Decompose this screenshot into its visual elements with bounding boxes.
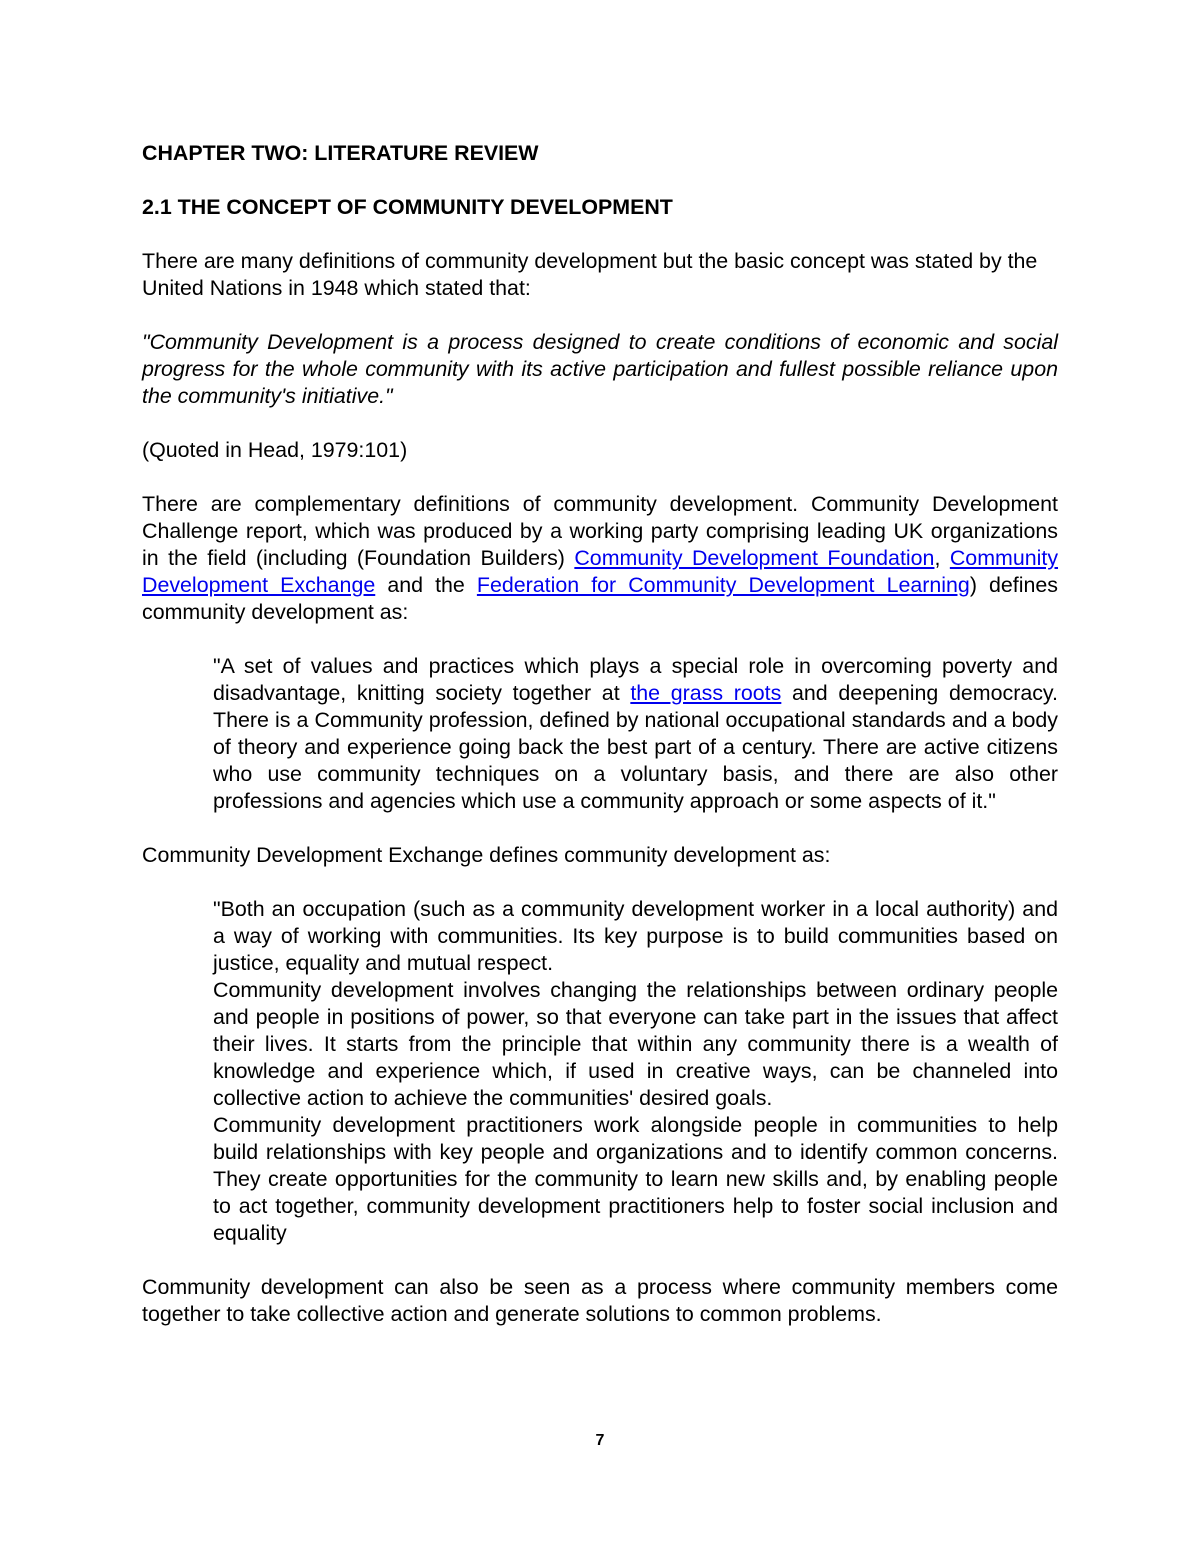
un-definition-quote: "Community Development is a process designed to create conditions of economic and social progress for the whole community with its active participation and fullest possible reliance upon the community's initiative.": [142, 330, 1058, 408]
exchange-intro: Community Development Exchange defines community development as:: [142, 843, 831, 867]
link-grass-roots[interactable]: the grass roots: [630, 681, 782, 705]
complementary-text-1: There are complementary definitions of community development. Community Development Challenge report, which was produced by a working party comprising leading UK organizations in the field (including (Foundation Builders): [142, 492, 1058, 570]
exchange-quote-paragraph: Community development involves changing the relationships between ordinary people and people in positions of power, so that everyone can take part in the issues that affect their lives. It starts from the principle that within any community there is a wealth of knowledge and experience which, if used in creative ways, can be channeled into collective action to achieve the communities' desired goals.: [213, 978, 1058, 1110]
link-community-development-foundation[interactable]: Community Development Foundation: [574, 546, 935, 570]
complementary-sep-1: ,: [934, 546, 950, 570]
citation: (Quoted in Head, 1979:101): [142, 438, 408, 462]
challenge-quote-text-2: and deepening democracy. There is a Community profession, defined by national occupational standards and a body of theory and experience going back the best part of a century. There are active citizens who use community techniques on a voluntary basis, and there are also other professions and agencies which use a community approach or some aspects of it.": [213, 681, 1058, 813]
link-federation-community-development-learning[interactable]: Federation for Community Development Learning: [476, 573, 970, 597]
complementary-text-2: ) defines community development as:: [142, 573, 1058, 624]
exchange-quote-paragraph: "Both an occupation (such as a community development worker in a local authority) and a way of working with communities. Its key purpose is to build communities based on justice, equality and mutual respect.: [213, 897, 1058, 975]
complementary-sep-2: and the: [375, 573, 477, 597]
exchange-quote: [142, 896, 1058, 1247]
intro-paragraph: There are many definitions of community development but the basic concept was stated by the United Nations in 1948 which stated that:: [142, 249, 1038, 300]
challenge-quote-text-1: "A set of values and practices which plays a special role in overcoming poverty and disadvantage, knitting society together at: [213, 654, 1058, 705]
chapter-title: CHAPTER TWO: LITERATURE REVIEW: [142, 141, 539, 165]
section-title: 2.1 THE CONCEPT OF COMMUNITY DEVELOPMENT: [142, 195, 673, 219]
challenge-quote: [142, 653, 1058, 815]
closing-paragraph: Community development can also be seen as a process where community members come together to take collective action and generate solutions to common problems.: [142, 1275, 1058, 1326]
complementary-paragraph: [142, 491, 1058, 626]
exchange-quote-paragraph: Community development practitioners work alongside people in communities to help build relationships with key people and organizations and to identify common concerns. They create opportunities for the community to learn new skills and, by enabling people to act together, community development practitioners help to foster social inclusion and equality: [213, 1113, 1058, 1245]
link-community-development-exchange[interactable]: Community Development Exchange: [142, 546, 1059, 597]
page-number: 7: [595, 1432, 605, 1449]
